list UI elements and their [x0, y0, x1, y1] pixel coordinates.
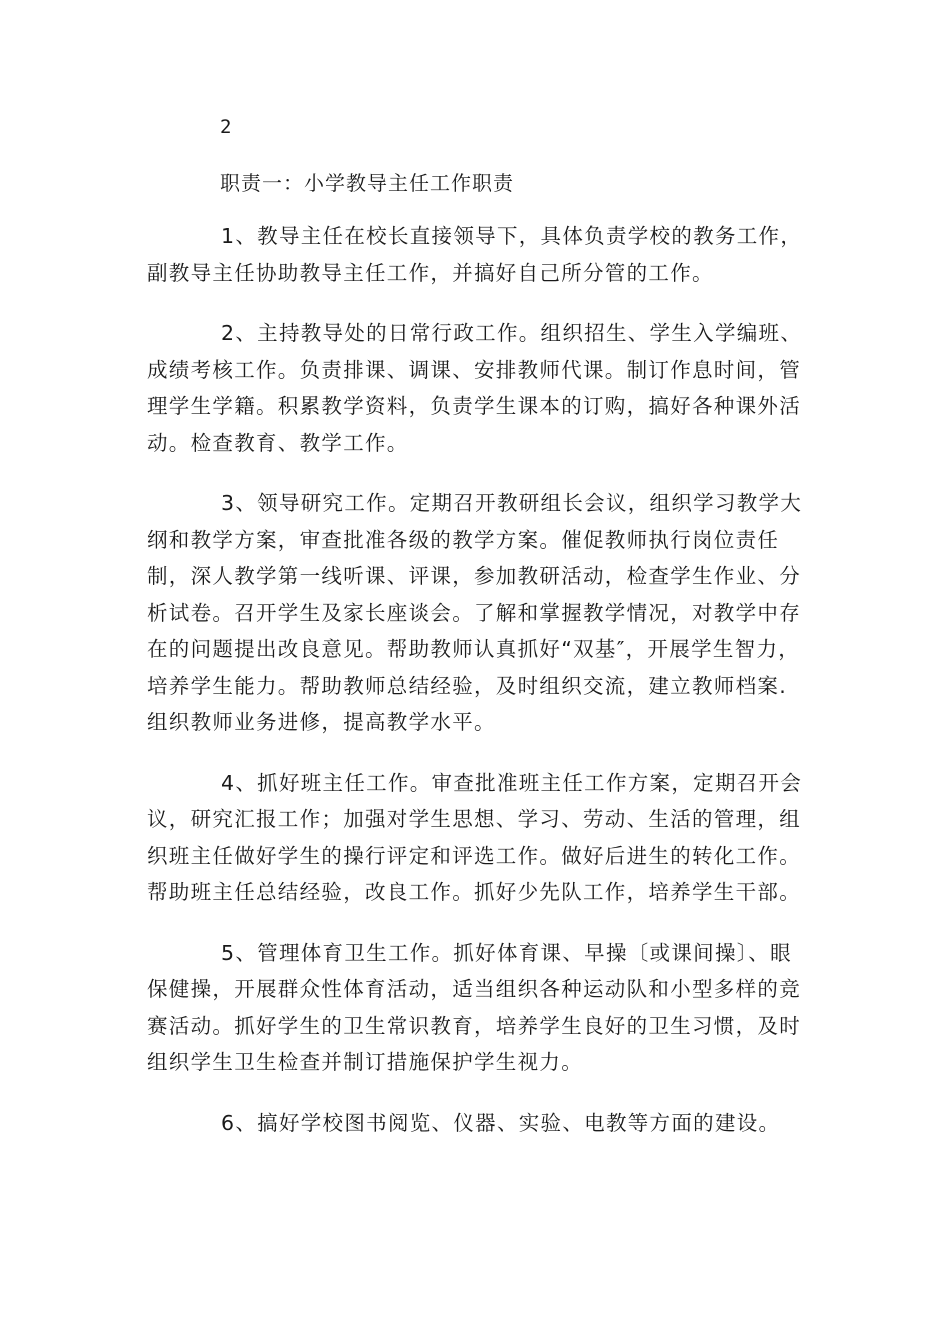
page-number: 2 [220, 116, 232, 138]
paragraph-5: 5、管理体育卫生工作。抓好体育课、早操〔或课间操〕、眼保健操，开展群众性体育活动，适当组织各种运动队和小型多样的竞赛活动。抓好学生的卫生常识教育，培养学生良好的卫生习惯，及时组织学生卫生检查并制订措施保护学生视力。 [147, 940, 801, 1074]
paragraph-4: 4、抓好班主任工作。审查批准班主任工作方案，定期召开会议，研究汇报工作；加强对学生思想、学习、劳动、生活的管理，组织班主任做好学生的操行评定和评选工作。做好后进生的转化工作。帮助班主任总结经验，改良工作。抓好少先队工作，培养学生干部。 [147, 770, 803, 904]
paragraph-1: 1、教导主任在校长直接领导下，具体负责学校的教务工作，副教导主任协助教导主任工作，并搞好自己所分管的工作。 [147, 224, 803, 285]
paragraph-3: 3、领导研究工作。定期召开教研组长会议，组织学习教学大纲和教学方案，审查批准各级的教学方案。催促教师执行岗位责任制，深人教学第一线听课、评课，参加教研活动，检查学生作业、分析试卷。召开学生及家长座谈会。了解和掌握教学情况，对教学中存在的问题提出改良意见。帮助教师认真抓好“双基″，开展学生智力，培养学生能力。帮助教师总结经验，及时组织交流，建立教师档案.组织教师业务进修，提高教学水平。 [147, 491, 803, 734]
section-title: 职责一：小学教导主任工作职责 [220, 171, 514, 195]
paragraph-6: 6、搞好学校图书阅览、仪器、实验、电教等方面的建设。 [221, 1110, 781, 1135]
document-body [147, 218, 807, 1165]
paragraph-2: 2、主持教导处的日常行政工作。组织招生、学生入学编班、成绩考核工作。负责排课、调课、安排教师代课。制订作息时间，管理学生学籍。积累教学资料，负责学生课本的订购，搞好各种课外活动。检查教育、教学工作。 [147, 321, 803, 455]
